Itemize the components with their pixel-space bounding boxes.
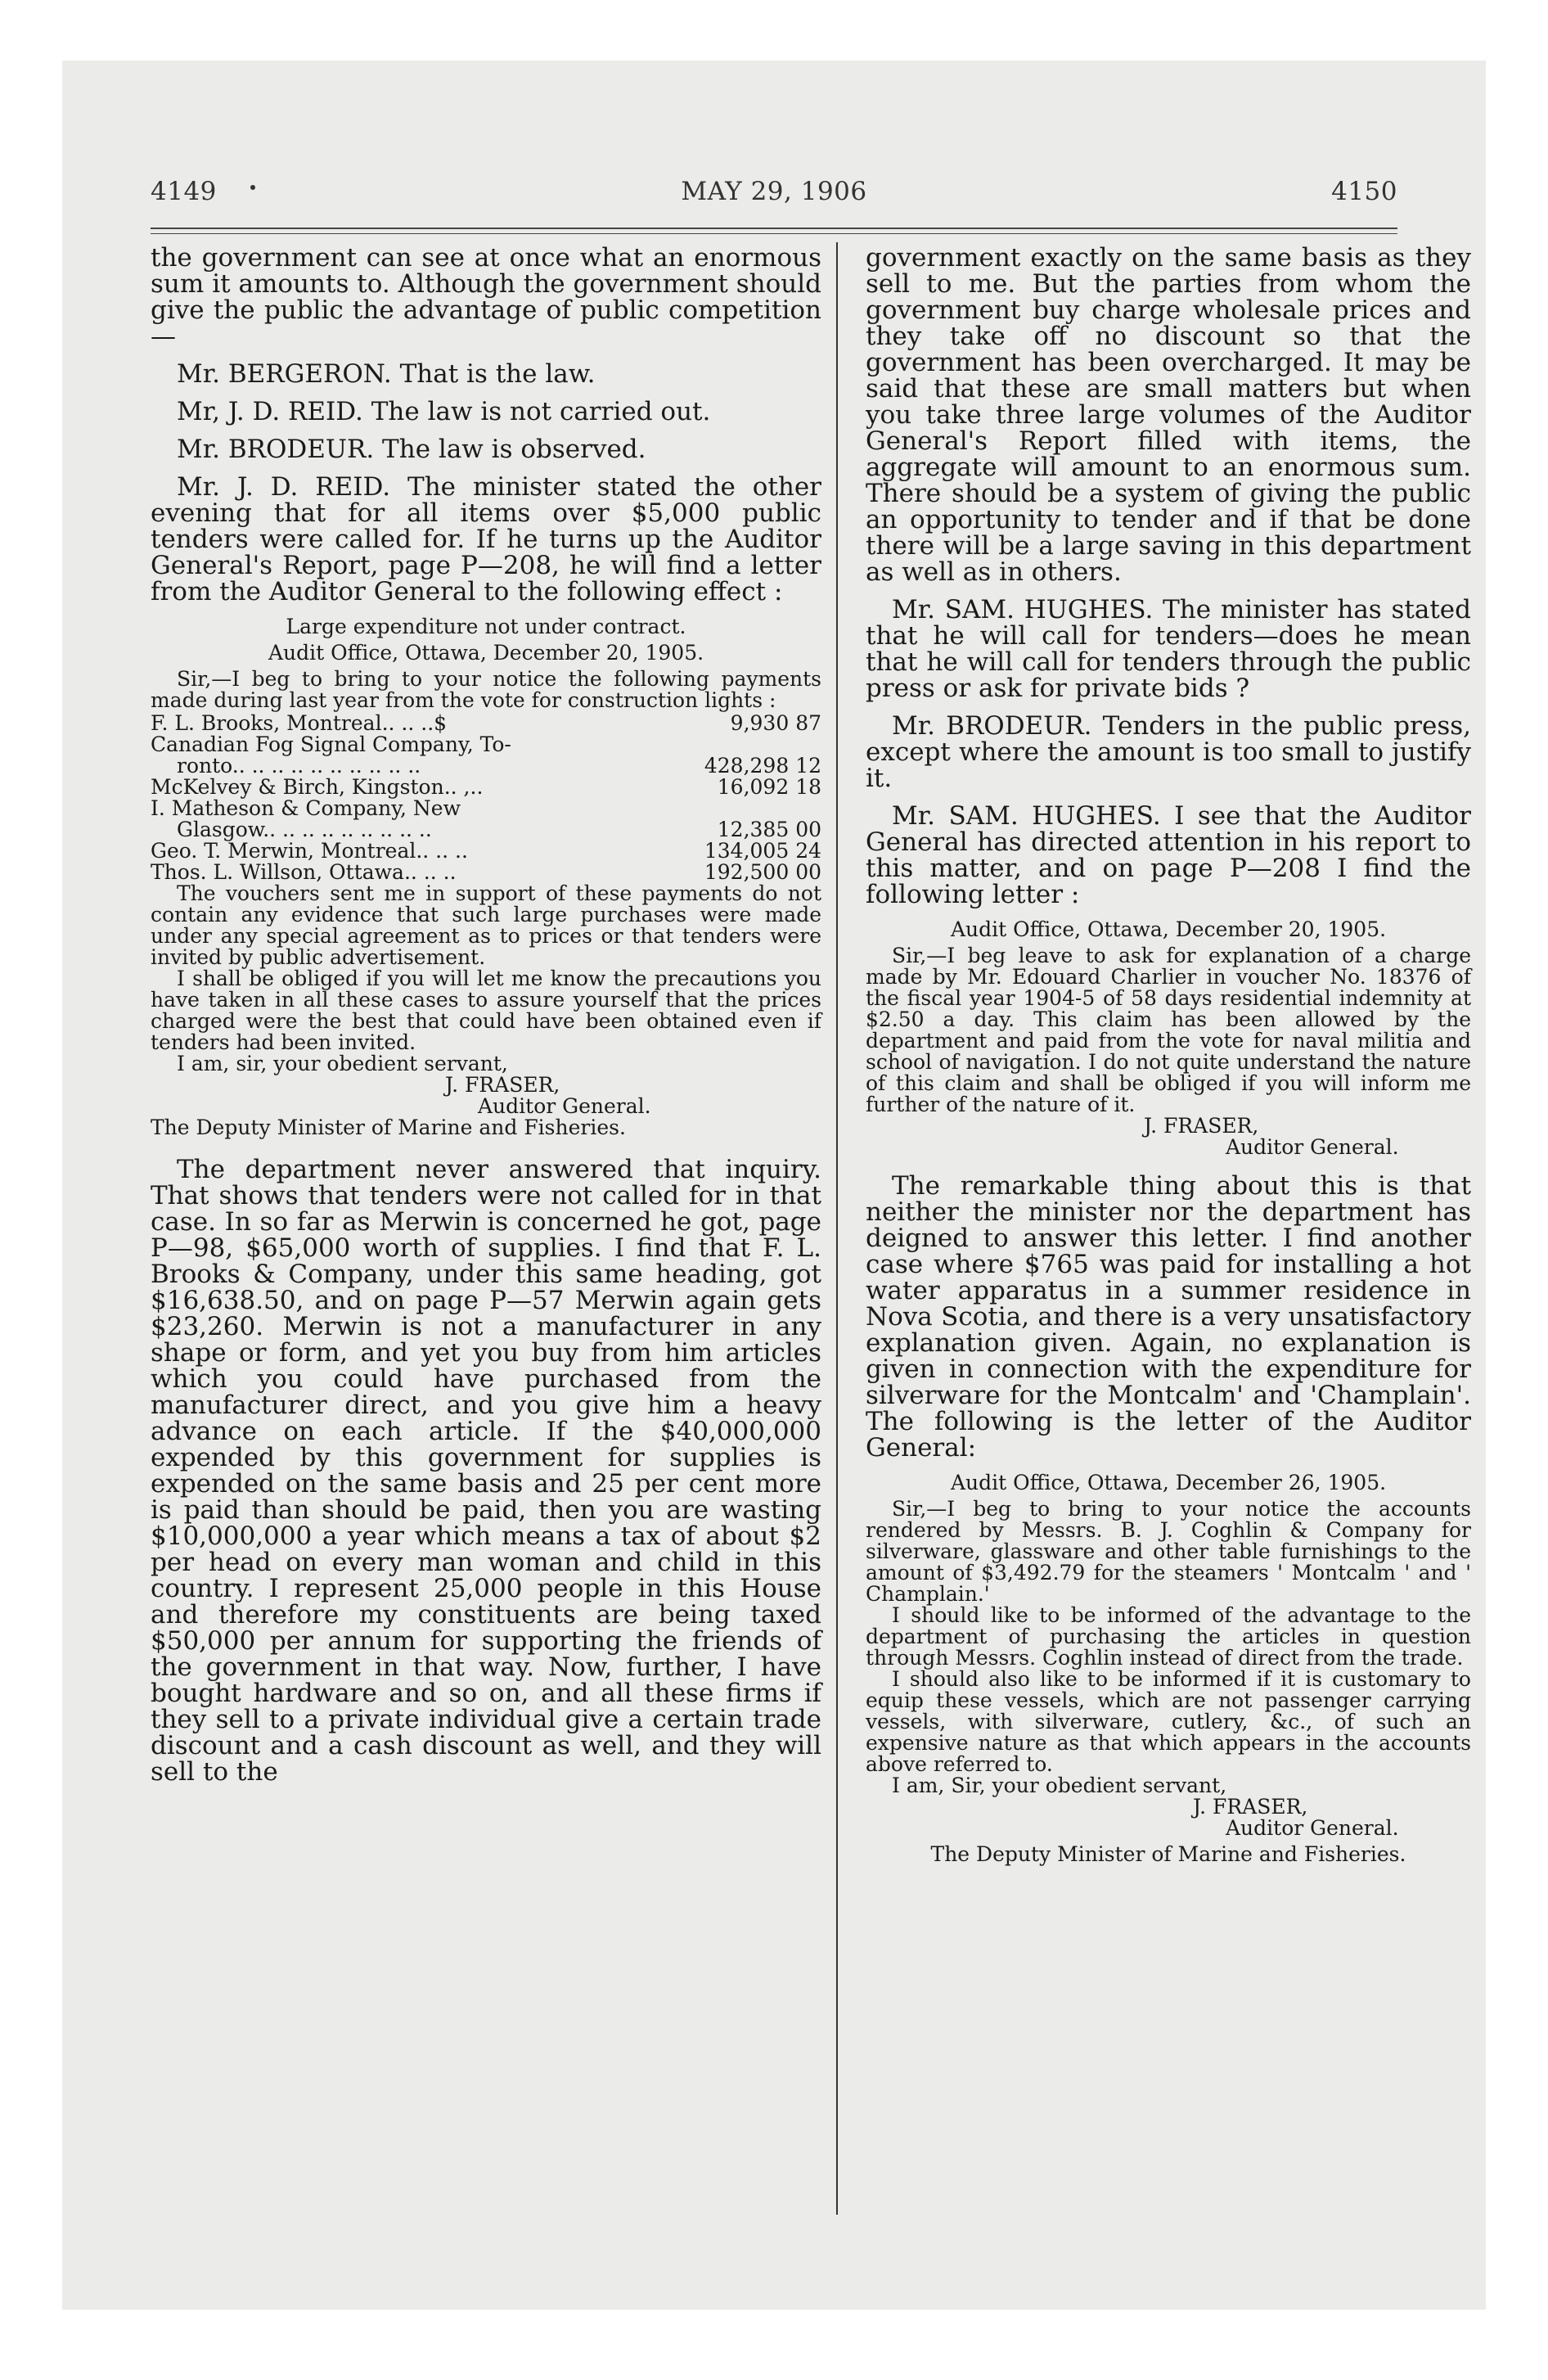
letter-heading: Large expenditure not under contract. — [286, 615, 686, 638]
header-rule — [151, 228, 1397, 229]
speaker-line: Mr, J. D. REID. The law is not carried out. — [177, 397, 711, 426]
ledger-entry — [151, 734, 821, 777]
ledger-amount: 16,092 18 — [717, 775, 821, 799]
ledger-entry — [151, 862, 821, 883]
speaker-line: Mr. BRODEUR. The law is observed. — [177, 435, 646, 464]
ledger-name-cont: Glasgow.. .. .. .. .. .. .. .. .. — [177, 818, 432, 841]
ledger-name: Geo. T. Merwin, Montreal.. .. .. — [151, 839, 468, 863]
paragraph: government exactly on the same basis as they sell to me. But the parties from whom the government buy charge wholesale prices and they take off no discount so that the government has been overcharged. It may be said that these are small matters but when you take three large volumes of the Auditor General's Report filled with items, the aggregate will amount to an enormous sum. There should be a system of giving the public an opportunity to tender and if that be done there will be a large saving in this department as well as in others. — [866, 243, 1471, 587]
speaker-line: Mr. J. D. REID. The minister stated the other evening that for all items over $5,000 public tenders were called for. If he turns up the Auditor General's Report, page P—208, he will find a letter from the Auditor General to the following effect : — [151, 472, 821, 606]
letter-signature-title: Auditor General. — [478, 1094, 651, 1118]
letter-paragraph: I should also like to be informed if it is customary to equip these vessels, which are not passenger carrying vessels, with silverware, cutlery, &c., of such an expensive nature as that which appears in the accounts above referred to. — [866, 1667, 1471, 1776]
ledger-name-cont: ronto.. .. .. .. .. .. .. .. .. .. — [177, 754, 421, 778]
letter-addressee: The Deputy Minister of Marine and Fisheries. — [151, 1116, 626, 1139]
ledger-name: Thos. L. Willson, Ottawa.. .. .. — [151, 860, 457, 884]
ledger-amount: 134,005 24 — [704, 839, 821, 863]
speaker-line: Mr. BERGERON. That is the law. — [177, 359, 596, 389]
ledger-name: F. L. Brooks, Montreal.. .. ..$ — [151, 711, 448, 735]
ledger-amount: 12,385 00 — [717, 818, 821, 841]
auditor-letter — [866, 1472, 1471, 1865]
letter-signature: J. FRASER, — [1144, 1114, 1259, 1138]
ledger — [151, 713, 821, 883]
ledger-entry — [151, 798, 821, 841]
letter-closing: I am, sir, your obedient servant, — [177, 1052, 508, 1075]
letter-paragraph: I should like to be informed of the advantage to the department of purchasing the articles in question through Messrs. Coghlin instead of direct from the trade. — [866, 1603, 1471, 1670]
letter-paragraph: Sir,—I beg leave to ask for explanation of a charge made by Mr. Edouard Charlier in voucher No. 18376 of the fiscal year 1904-5 of 58 days residential indemnity at $2.50 a day. This claim has been allowed by the department and paid from the vote for naval militia and school of navigation. I do not quite understand the nature of this claim and shall be obliged if you will inform me further of the nature of it. — [866, 944, 1471, 1116]
paragraph: The department never answered that inquiry. That shows that tenders were not called for in that case. In so far as Merwin is concerned he got, page P—98, $65,000 worth of supplies. I find that F. L. Brooks & Company, under this same heading, got $16,638.50, and on page P—57 Merwin again gets $23,260. Merwin is not a manufacturer in any shape or form, and yet you buy from him articles which you could have purchased from the manufacturer direct, and you give him a heavy advance on each article. If the $40,000,000 expended by this government for supplies is expended on the same basis and 25 per cent more is paid than should be paid, then you are wasting $10,000,000 a year which means a tax of about $2 per head on every man woman and child in this country. I represent 25,000 people in this House and therefore my constituents are being taxed $50,000 per annum for supporting the friends of the government in that way. Now, further, I have bought hardware and so on, and all these firms if they sell to a private individual give a certain trade discount and a cash discount as well, and they will sell to the — [151, 1155, 821, 1787]
ledger-amount: 428,298 12 — [704, 754, 821, 778]
ledger-name: McKelvey & Birch, Kingston.. ,.. — [151, 775, 484, 799]
ledger-entry — [151, 841, 821, 862]
letter-paragraph: The vouchers sent me in support of these payments do not contain any evidence that such large purchases were made under any special agreement as to prices or that tenders were invited by public advertisement. — [151, 881, 821, 969]
auditor-letter — [866, 919, 1471, 1158]
ledger-amount: 192,500 00 — [704, 860, 821, 884]
ledger-entry — [151, 713, 821, 734]
letter-signature-title: Auditor General. — [1226, 1135, 1399, 1159]
page-number-left: 4149 — [151, 177, 217, 206]
page-number-right: 4150 — [1331, 177, 1397, 206]
right-column — [866, 245, 1471, 1865]
paragraph: the government can see at once what an enormous sum it amounts to. Although the government should give the public the advantage of public competition— — [151, 243, 821, 351]
ledger-name: Canadian Fog Signal Company, To- — [151, 732, 511, 756]
speaker-line: Mr. SAM. HUGHES. The minister has stated that he will call for tenders—does he mean that he will call for tenders through the public press or ask for private bids ? — [866, 595, 1471, 703]
left-column — [151, 245, 821, 1785]
letter-signature: J. FRASER, — [445, 1073, 560, 1097]
letter-dateline: Audit Office, Ottawa, December 20, 1905. — [268, 641, 704, 665]
paragraph: The remarkable thing about this is that neither the minister nor the department has deigned to answer this letter. I find another case where $765 was paid for installing a hot water apparatus in a summer residence in Nova Scotia, and there is a very unsatisfactory explanation given. Again, no explanation is given in connection with the expenditure for silverware for the Montcalm' and 'Champlain'. The following is the letter of the Auditor General: — [866, 1171, 1471, 1463]
speaker-line: Mr. BRODEUR. Tenders in the public press, except where the amount is too small to justify it. — [866, 711, 1471, 793]
header-rule-thin — [151, 233, 1397, 234]
letter-addressee: The Deputy Minister of Marine and Fisheries. — [930, 1842, 1406, 1866]
auditor-letter — [151, 616, 821, 1138]
letter-closing: I am, Sir, your obedient servant, — [892, 1774, 1227, 1797]
ledger-name: I. Matheson & Company, New — [151, 796, 461, 820]
speaker-line: Mr. SAM. HUGHES. I see that the Auditor General has directed attention in his report to this matter, and on page P—208 I find the following letter : — [866, 801, 1471, 909]
letter-intro: Sir,—I beg to bring to your notice the following payments made during last year from the vote for construction lights : — [151, 667, 821, 712]
letter-paragraph: I shall be obliged if you will let me know the precautions you have taken in all these cases to assure yourself that the prices charged were the best that could have been obtained even if tenders had been invited. — [151, 967, 821, 1054]
letter-paragraph: Sir,—I beg to bring to your notice the accounts rendered by Messrs. B. J. Coghlin & Company for silverware, glassware and other table furnishings to the amount of $3,492.79 for the steamers ' Montcalm ' and ' Champlain.' — [866, 1497, 1471, 1606]
letter-dateline: Audit Office, Ottawa, December 26, 1905. — [950, 1471, 1387, 1494]
ledger-amount: 9,930 87 — [730, 711, 821, 735]
column-divider — [836, 242, 838, 2215]
page-date: MAY 29, 1906 — [681, 177, 867, 206]
ledger-entry — [151, 777, 821, 798]
letter-dateline: Audit Office, Ottawa, December 20, 1905. — [950, 917, 1387, 941]
hansard-page — [62, 61, 1486, 2310]
letter-signature: J. FRASER, — [1193, 1795, 1308, 1819]
letter-signature-title: Auditor General. — [1226, 1816, 1399, 1840]
